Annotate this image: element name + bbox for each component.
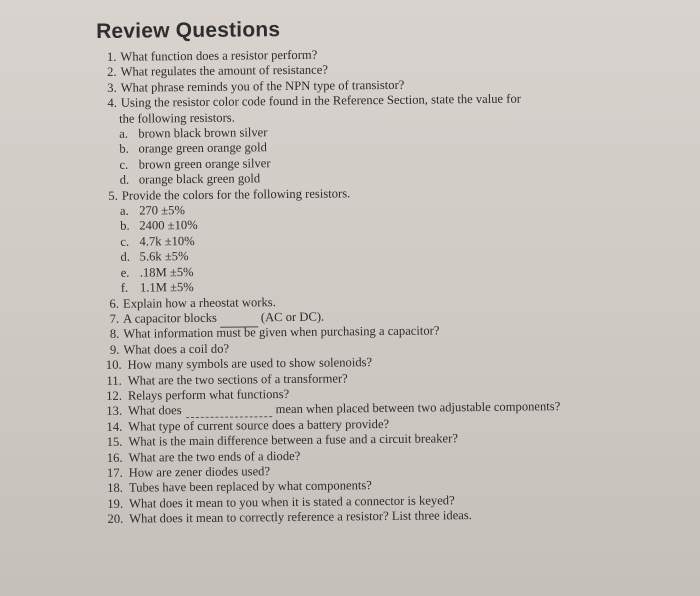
question-text-start: What does <box>128 403 182 419</box>
question-number: 5. <box>108 188 118 203</box>
question-text: What does it mean to correctly reference a resistor? List three ideas. <box>129 508 472 526</box>
item-letter: a. <box>119 203 129 218</box>
item-text: 2400 ±10% <box>139 218 198 234</box>
question-number: 19. <box>107 496 124 511</box>
item-letter: e. <box>120 265 130 280</box>
item-text: brown green orange silver <box>138 156 271 172</box>
item-text: .18M ±5% <box>139 264 194 280</box>
page-title: Review Questions <box>96 18 281 43</box>
question-number: 11. <box>106 373 122 388</box>
question-number: 15. <box>106 434 123 450</box>
question-text: Explain how a rheostat works. <box>122 294 276 311</box>
question-text: What function does a resistor perform? <box>120 47 318 64</box>
question-text: What regulates the amount of resistance? <box>120 62 328 80</box>
item-letter: c. <box>119 157 129 172</box>
question-number: 4. <box>107 96 117 111</box>
question-number: 14. <box>106 419 123 434</box>
question-number: 1. <box>106 49 117 64</box>
question-text-end: (AC or DC). <box>260 309 325 325</box>
question-number: 3. <box>107 80 117 95</box>
question-text: Using the resistor color code found in the Reference Section, state the value for <box>120 91 521 110</box>
item-text: 270 ±5% <box>139 203 185 218</box>
question-number: 18. <box>107 481 123 496</box>
question-text: What is the main difference between a fuse and a circuit breaker? <box>128 431 458 449</box>
item-letter: f. <box>120 280 129 295</box>
question-number: 8. <box>109 327 120 342</box>
item-text: brown black brown silver <box>138 125 268 141</box>
question-text: What are the two sections of a transformer? <box>127 370 348 388</box>
review-questions-section <box>96 14 691 528</box>
question-number: 13. <box>106 404 123 419</box>
item-text: orange green orange gold <box>138 140 267 156</box>
question-number: 9. <box>109 342 120 357</box>
question-number: 20. <box>107 511 124 527</box>
question-text: How are zener diodes used? <box>128 464 271 480</box>
question-text: Relays perform what functions? <box>127 386 290 403</box>
question-text: What information must be given when purchasing a capacitor? <box>123 323 440 342</box>
item-text: 4.7k ±10% <box>139 233 195 249</box>
question-number: 17. <box>106 465 123 480</box>
question-number: 6. <box>109 296 120 311</box>
question-text-end: mean when placed between two adjustable components? <box>275 399 561 417</box>
question-text: What does it mean to you when it is stated a connector is keyed? <box>128 493 455 511</box>
item-letter: d. <box>120 249 131 265</box>
item-letter: a. <box>119 126 129 141</box>
question-number: 16. <box>106 450 123 465</box>
question-text: What type of current source does a battery provide? <box>128 416 390 434</box>
question-text: How many symbols are used to show solenoids? <box>127 355 373 372</box>
question-number: 12. <box>106 388 123 403</box>
question-text: Provide the colors for the following resistors. <box>121 186 351 203</box>
question-number: 7. <box>109 311 120 326</box>
question-text-start: A capacitor blocks <box>123 310 217 326</box>
question-text: Tubes have been replaced by what components? <box>128 478 372 496</box>
dashed-line-symbol <box>186 403 272 418</box>
item-letter: d. <box>119 172 130 188</box>
item-text: orange black green gold <box>138 171 261 187</box>
question-text: What phrase reminds you of the NPN type of transistor? <box>120 77 405 95</box>
item-text: 1.1M ±5% <box>139 280 194 295</box>
item-text: 5.6k ±5% <box>139 249 189 264</box>
item-letter: b. <box>119 142 129 157</box>
question-number: 2. <box>107 65 117 80</box>
question-number: 10. <box>105 357 122 373</box>
question-text: What does a coil do? <box>123 341 230 357</box>
item-letter: c. <box>120 234 130 249</box>
question-text: What are the two ends of a diode? <box>128 448 301 465</box>
item-letter: b. <box>120 219 130 234</box>
question-4-continuation: the following resistors. <box>118 110 235 126</box>
